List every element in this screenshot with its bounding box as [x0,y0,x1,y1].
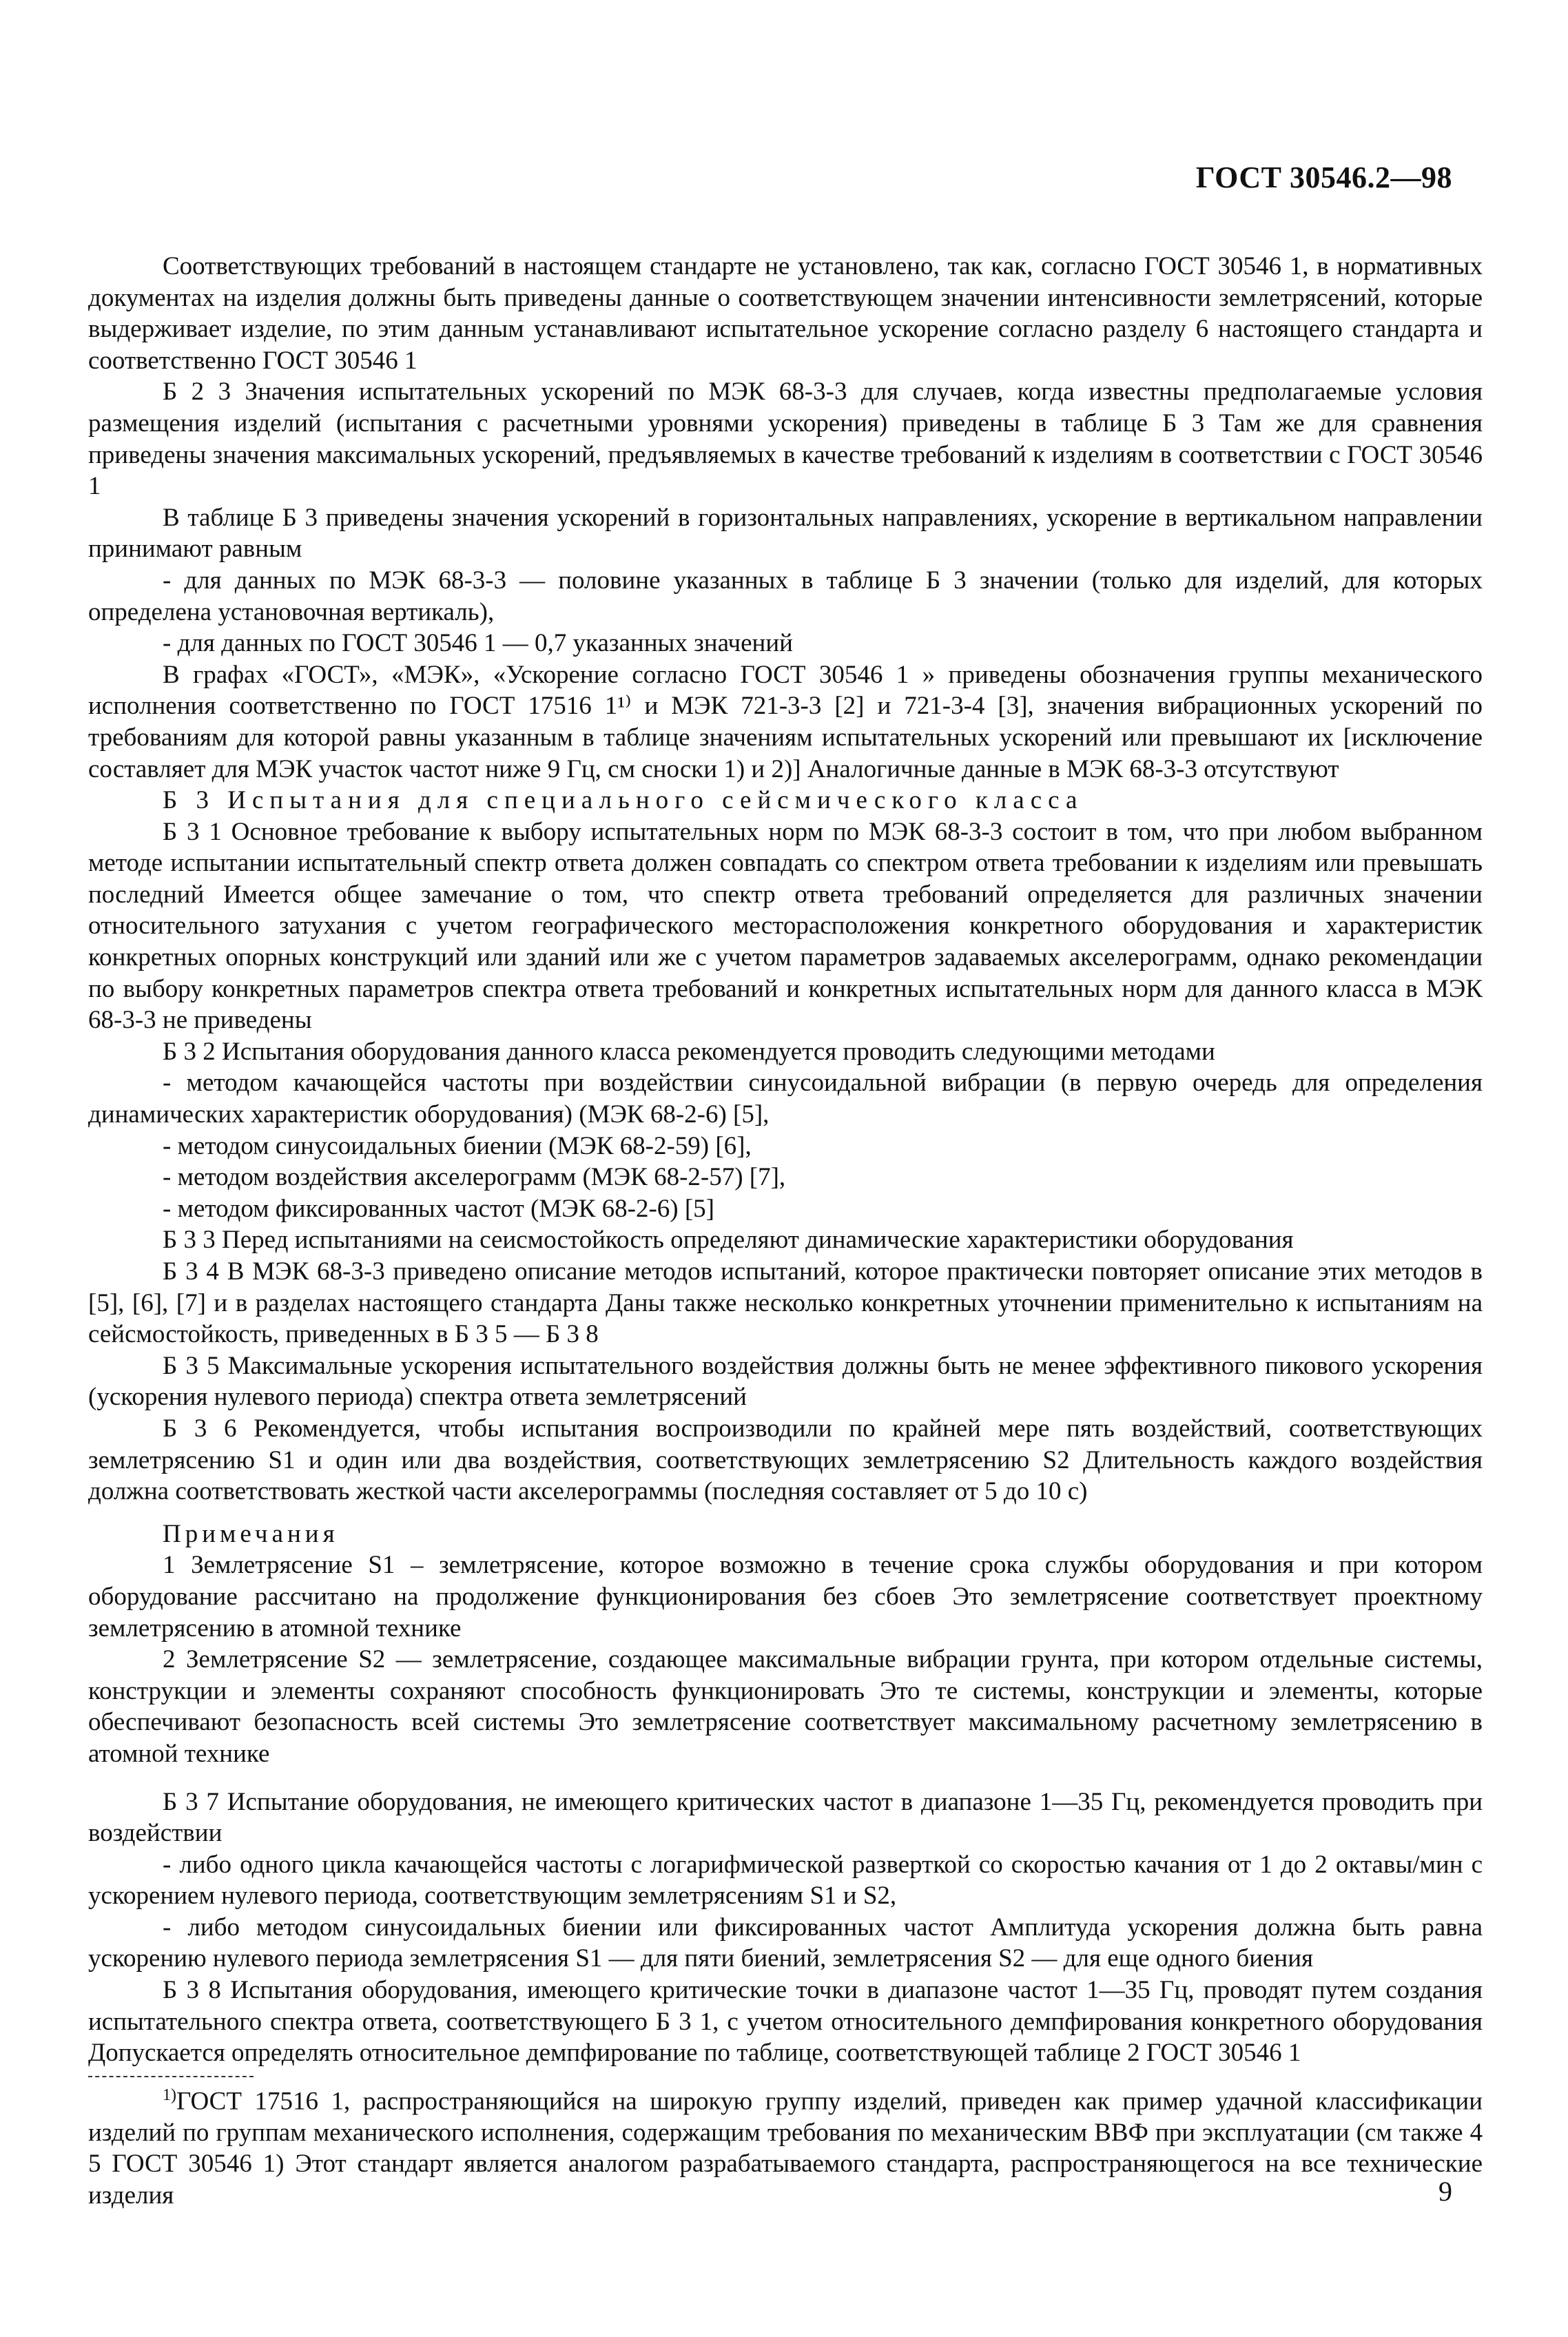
paragraph: Соответствующих требований в настоящем стандарте не установлено, так как, согласно ГОСТ 30546 1, в нормативных документах на изделия должны быть приведены данные о соответствующем значении интенсивности землетрясений, которые выдерживает изделие, по этим данным устанавливают испытательное ускорение согласно разделу 6 настоящего стандарта и соответственно ГОСТ 30546 1 [88,252,1483,375]
paragraph: Б 3 2 Испытания оборудования данного класса рекомендуется проводить следующими методами [163,1037,1215,1066]
spacer [88,1770,1483,1787]
list-item: - методом качающейся частоты при воздействии синусоидальной вибрации (в первую очередь для определения динамических характеристик оборудования) (МЭК 68-2-6) [5], [88,1069,1483,1129]
section-heading: Б 3 Испытания для специального сейсмического класса [163,786,1084,815]
paragraph: Б 3 6 Рекомендуется, чтобы испытания воспроизводили по крайней мере пять воздействий, соответствующих землетрясению S1 и один или два воздействия, соответствующих землетрясению S2 Длительность каждого воздействия должна соответствовать жесткой части акселерограммы (последняя составляет от 5 до 10 с) [88,1414,1483,1506]
footnote-divider [88,2076,254,2077]
paragraph: Б 3 1 Основное требование к выбору испытательных норм по МЭК 68-3-3 состоит в том, что при любом выбранном методе испытании испытательный спектр ответа должен совпадать со спектром ответа требовании к изделиям или превышать последний Имеется общее замечание о том, что спектр ответа требований определяется для различных значении относительного затухания с учетом географического месторасположения конкретного оборудования и характеристик конкретных опорных конструкций или зданий или же с учетом параметров задаваемых акселерограмм, однако рекомендации по выбору конкретных параметров спектра ответа требований и конкретных испытательных норм для данного класса в МЭК 68-3-3 не приведены [88,817,1483,1035]
paragraph: Б 3 8 Испытания оборудования, имеющего критические точки в диапазоне частот 1—35 Гц, проводят путем создания испытательного спектра ответа, соответствующего Б 3 1, с учетом относительного демпфирования конкретного оборудования Допускается определять относительное демпфирование по таблице, соответствующей таблице 2 ГОСТ 30546 1 [88,1976,1483,2068]
list-item: - методом фиксированных частот (МЭК 68-2-6) [5] [163,1194,714,1223]
paragraph: Б 3 5 Максимальные ускорения испытательного воздействия должны быть не менее эффективного пикового ускорения (ускорения нулевого периода) спектра ответа землетрясений [88,1351,1483,1412]
notes-title: Примечания [163,1519,339,1548]
paragraph: Б 3 4 В МЭК 68-3-3 приведено описание методов испытаний, которое практически повторяет описание этих методов в [5], [6], [7] и в разделах настоящего стандарта Даны также несколько конкретных уточнении применительно к испытаниям на сейсмостойкость, приведенных в Б 3 5 — Б 3 8 [88,1257,1483,1349]
paragraph: Б 3 7 Испытание оборудования, не имеющего критических частот в диапазоне 1—35 Гц, рекомендуется проводить при воздействии [88,1787,1483,1848]
paragraph: В графах «ГОСТ», «МЭК», «Ускорение согласно ГОСТ 30546 1 » приведены обозначения группы механического исполнения соответственно по ГОСТ 17516 1¹⁾ и МЭК 721-3-3 [2] и 721-3-4 [3], значения вибрационных ускорений по требованиям для которой равны указанным в таблице значениям испытательных ускорений или превышают их [исключение составляет для МЭК участок частот ниже 9 Гц, см сноски 1) и 2)] Аналогичные данные в МЭК 68-3-3 отсутствуют [88,660,1483,783]
note-item: 2 Землетрясение S2 — землетрясение, создающее максимальные вибрации грунта, при котором отдельные системы, конструкции и элементы сохраняют способность функционировать Это те системы, конструкции и элементы, которые обеспечивают безопасность всей системы Это землетрясение соответствует максимальному расчетному землетрясению в атомной технике [88,1645,1483,1768]
page-number: 9 [1438,2176,1452,2207]
paragraph: Б 3 3 Перед испытаниями на сеисмостойкость определяют динамические характеристики оборудования [163,1226,1294,1255]
list-item: - для данных по ГОСТ 30546 1 — 0,7 указанных значений [163,629,793,658]
paragraph: В таблице Б 3 приведены значения ускорений в горизонтальных направлениях, ускорение в вертикальном направлении принимают равным [88,503,1483,564]
paragraph: Б 2 3 Значения испытательных ускорений по МЭК 68-3-3 для случаев, когда известны предполагаемые условия размещения изделий (испытания с расчетными уровнями ускорения) приведены в таблице Б 3 Там же для сравнения приведены значения максимальных ускорений, предъявляемых в качестве требований к изделиям в соответствии с ГОСТ 30546 1 [88,378,1483,501]
list-item: - методом синусоидальных биении (МЭК 68-2-59) [6], [163,1131,752,1160]
list-item: - либо методом синусоидальных биении или фиксированных частот Амплитуда ускорения должна быть равна ускорению нулевого периода землетрясения S1 — для пяти биений, землетрясения S2 — для еще одного биения [88,1913,1483,1973]
note-item: 1 Землетрясение S1 – землетрясение, которое возможно в течение срока службы оборудования и при котором оборудование рассчитано на продолжение функционирования без сбоев Это землетрясение соответствует проектному землетрясению в атомной технике [88,1551,1483,1643]
list-item: - для данных по МЭК 68-3-3 — половине указанных в таблице Б 3 значении (только для изделий, для которых определена установочная вертикаль), [88,566,1483,626]
footnote-marker: 1) [163,2086,176,2104]
footnote-text: ГОСТ 17516 1, распространяющийся на широкую группу изделий, приведен как пример удачной классификации изделий по группам механического исполнения, содержащим требования по механическим ВВФ при эксплуатации (см также 4 5 ГОСТ 30546 1) Этот стандарт является аналогом разрабатываемого стандарта, распространяющегося на все технические изделия [88,2087,1483,2210]
footnote [88,2080,1483,2212]
document-body [88,251,1483,2212]
list-item: - либо одного цикла качающейся частоты с логарифмической разверткой со скоростью качания от 1 до 2 октавы/мин с ускорением нулевого периода, соответствующим землетрясениям S1 и S2, [88,1850,1483,1911]
list-item: - методом воздействия акселерограмм (МЭК 68-2-57) [7], [163,1163,786,1192]
document-header: ГОСТ 30546.2—98 [1195,161,1452,194]
